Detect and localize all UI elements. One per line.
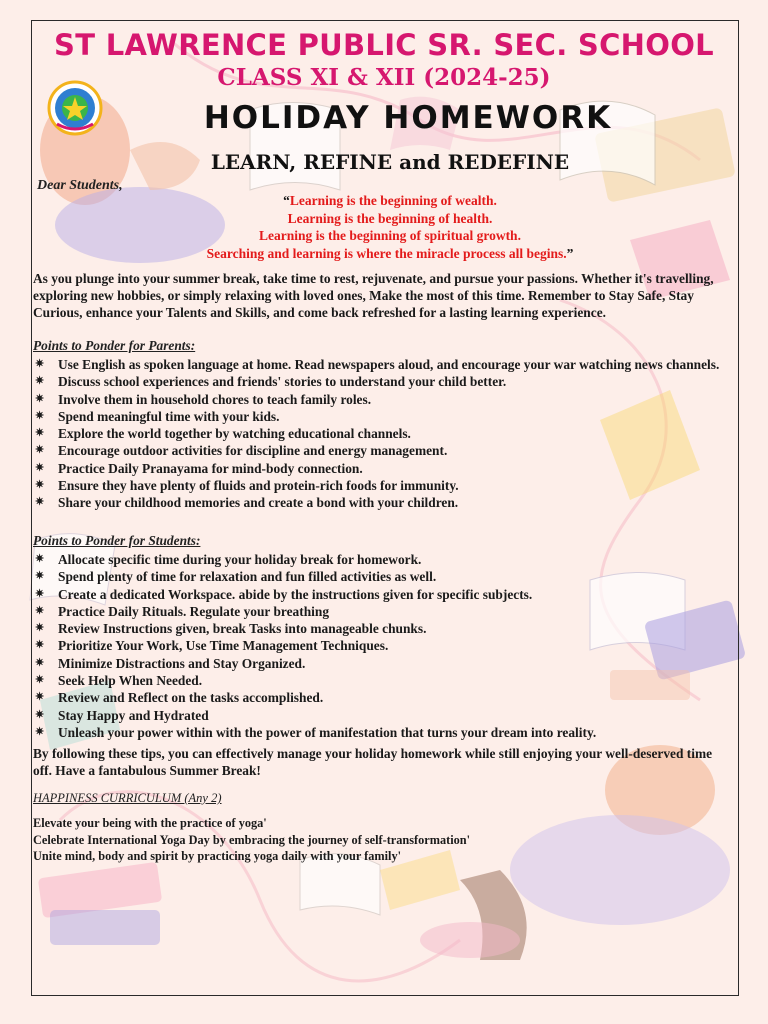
quote-close-mark: ” (566, 245, 574, 261)
class-line: CLASS XI & XII (2024-25) (217, 64, 551, 91)
list-item: Celebrate International Yoga Day by embracing the journey of self-transformation' (33, 832, 471, 847)
list-item: ✷ Share your childhood memories and create a bond with your children. (35, 495, 459, 511)
quote-line: “Learning is the beginning of wealth. (283, 193, 497, 208)
list-item: ✷ Seek Help When Needed. (35, 673, 203, 689)
bullet-star-icon: ✷ (35, 444, 45, 457)
intro-paragraph: As you plunge into your summer break, take time to rest, rejuvenate, and pursue your passions. Whether it's travelling, exploring new hobbies, or simply relaxing with loved ones, Make the most of this time. Remember to Stay Safe, Stay Curious, enhance your Talents and Skills, and come back refreshed for a lasting learning experience. (33, 271, 714, 321)
list-item: ✷ Allocate specific time during your holiday break for homework. (35, 552, 422, 567)
list-item: ✷ Unleash your power within with the power of manifestation that turns your dream into reality. (35, 724, 597, 740)
list-item: ✷ Use English as spoken language at home. Read newspapers aloud, and encourage your war watching news channels. (35, 357, 720, 372)
list-item: Unite mind, body and spirit by practicing yoga daily with your family' (33, 849, 402, 863)
list-item: ✷ Prioritize Your Work, Use Time Management Techniques. (35, 638, 389, 654)
greeting: Dear Students, (37, 178, 123, 193)
bullet-star-icon: ✷ (35, 725, 45, 738)
bullet-star-icon: ✷ (35, 461, 45, 474)
quote-line: Searching and learning is where the miracle process all begins.” (206, 245, 574, 261)
parents-list (33, 356, 733, 512)
bullet-star-icon: ✷ (35, 639, 45, 652)
bullet-star-icon: ✷ (35, 570, 45, 583)
list-item: ✷ Minimize Distractions and Stay Organized. (35, 655, 306, 671)
list-item: ✷ Explore the world together by watching educational channels. (35, 426, 411, 442)
list-item: ✷ Spend plenty of time for relaxation and fun filled activities as well. (35, 569, 437, 585)
school-logo-icon (47, 80, 103, 136)
list-item: ✷ Spend meaningful time with your kids. (35, 408, 280, 424)
list-item: ✷ Ensure they have plenty of fluids and protein-rich foods for immunity. (35, 478, 459, 494)
students-heading: Points to Ponder for Students: (33, 533, 201, 548)
bullet-star-icon: ✷ (35, 622, 45, 635)
bullet-star-icon: ✷ (35, 479, 45, 492)
school-name: ST LAWRENCE PUBLIC SR. SEC. SCHOOL (54, 28, 714, 62)
bullet-star-icon: ✷ (35, 392, 45, 405)
tagline: LEARN, REFINE and REDEFINE (210, 150, 570, 174)
bullet-star-icon: ✷ (35, 587, 45, 600)
list-item: ✷ Encourage outdoor activities for discipline and energy management. (35, 443, 448, 459)
parents-heading: Points to Ponder for Parents: (33, 338, 196, 353)
quote-open-mark: “ (283, 193, 290, 208)
list-item: ✷ Review and Reflect on the tasks accomplished. (35, 690, 324, 706)
happiness-heading: HAPPINESS CURRICULUM (Any 2) (33, 791, 222, 805)
list-item: ✷ Create a dedicated Workspace. abide by the instructions given for specific subjects. (35, 586, 533, 602)
bullet-star-icon: ✷ (35, 656, 45, 669)
list-item: ✷ Involve them in household chores to teach family roles. (35, 391, 372, 407)
bullet-star-icon: ✷ (35, 427, 45, 440)
bullet-star-icon: ✷ (35, 409, 45, 422)
list-item: Elevate your being with the practice of yoga' (33, 816, 267, 830)
bullet-star-icon: ✷ (35, 358, 45, 370)
bullet-star-icon: ✷ (35, 708, 45, 721)
quote-line: Learning is the beginning of health. (287, 210, 493, 226)
bullet-star-icon: ✷ (35, 496, 45, 509)
bullet-star-icon: ✷ (35, 674, 45, 687)
closing-paragraph: By following these tips, you can effectively manage your holiday homework while still enjoying your well-deserved time off. Have a fantabulous Summer Break! (33, 746, 713, 779)
page-title: HOLIDAY HOMEWORK (203, 100, 613, 136)
list-item: ✷ Practice Daily Rituals. Regulate your breathing (35, 603, 330, 619)
list-item: ✷ Practice Daily Pranayama for mind-body connection. (35, 460, 363, 476)
happiness-list (33, 815, 470, 865)
bullet-star-icon: ✷ (35, 553, 45, 565)
students-list (33, 551, 733, 741)
list-item: ✷ Stay Happy and Hydrated (35, 707, 209, 723)
list-item: ✷ Discuss school experiences and friends' stories to understand your child better. (35, 374, 507, 390)
quote-line: Learning is the beginning of spiritual growth. (259, 228, 521, 243)
bullet-star-icon: ✷ (35, 375, 45, 388)
bullet-star-icon: ✷ (35, 691, 45, 704)
list-item: ✷ Review Instructions given, break Tasks into manageable chunks. (35, 621, 427, 637)
bullet-star-icon: ✷ (35, 604, 45, 617)
quote-block (0, 192, 768, 262)
